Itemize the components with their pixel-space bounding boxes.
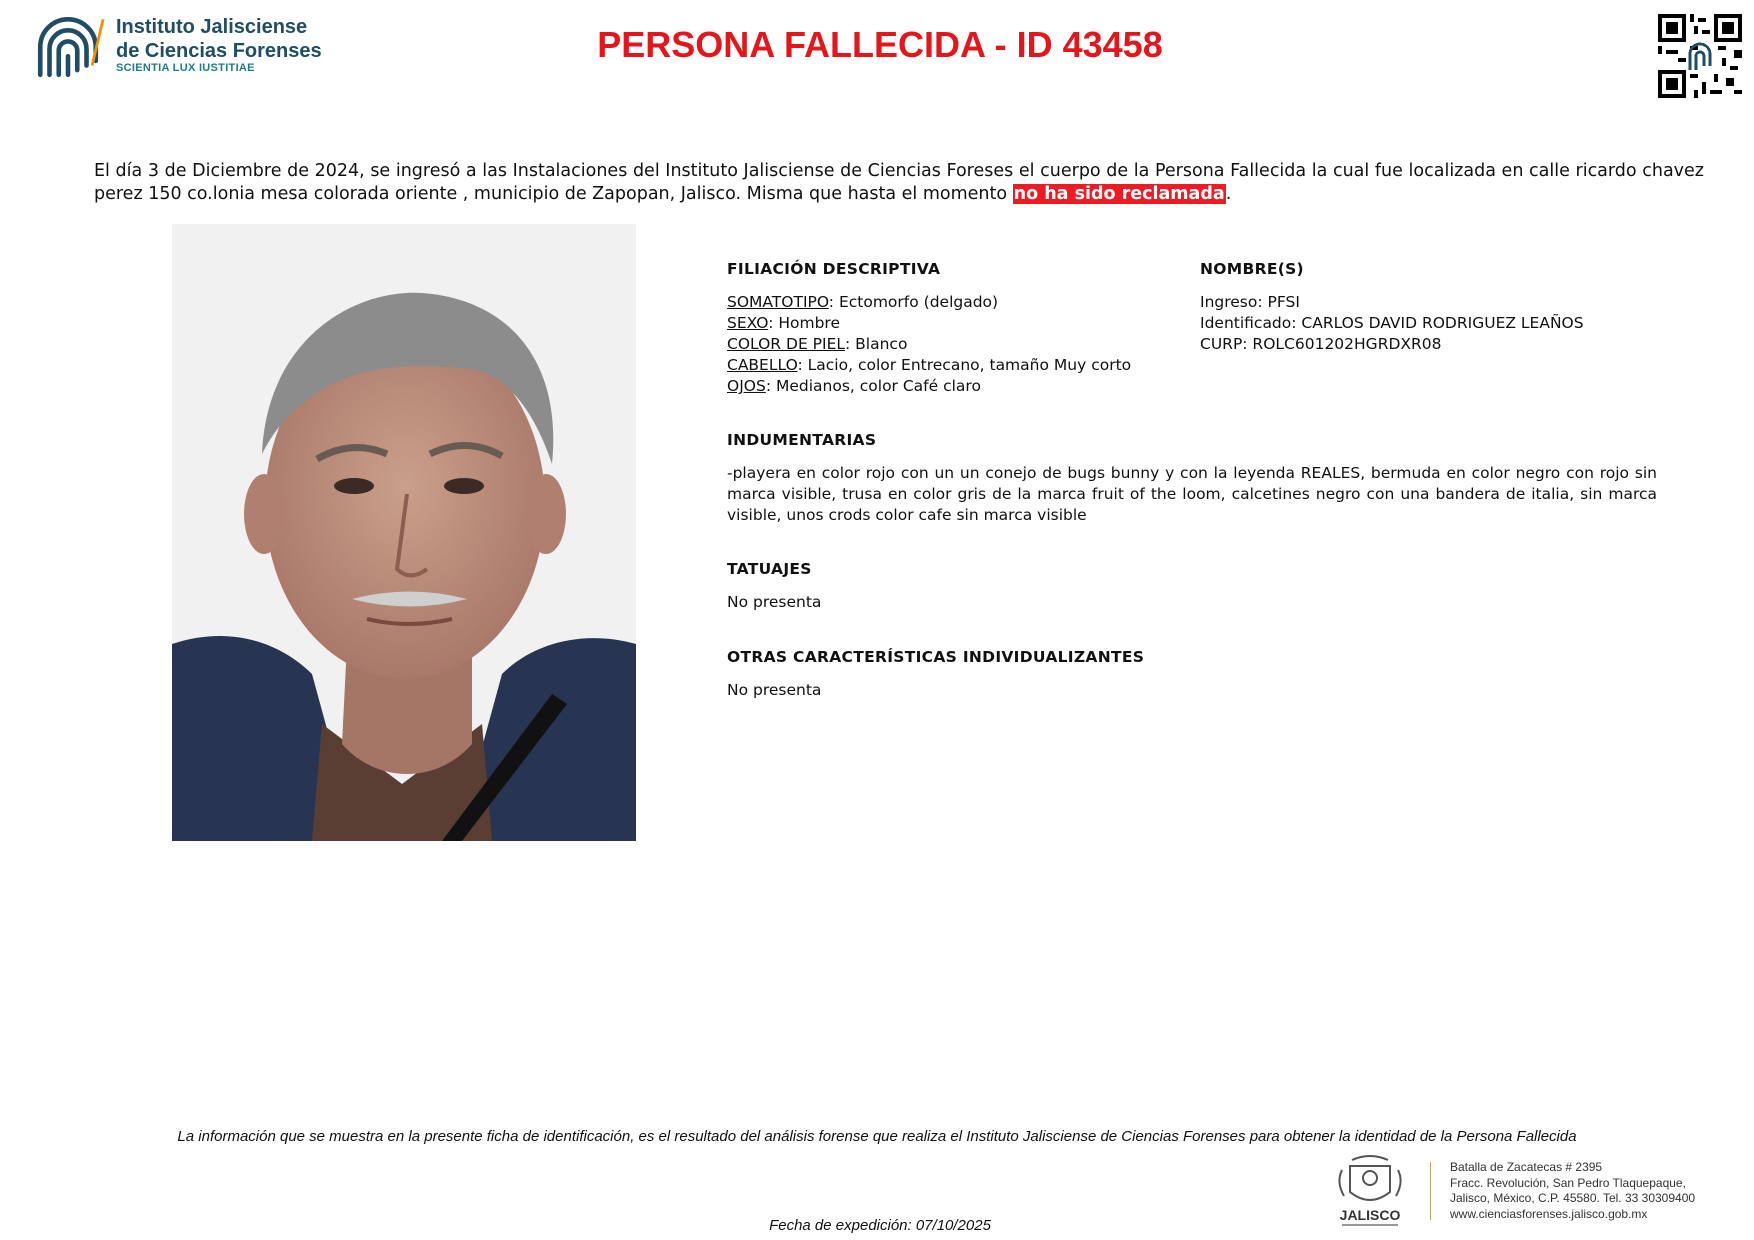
indumentarias-text: -playera en color rojo con un un conejo de bugs bunny y con la leyenda REALES, bermuda en color negro con rojo sin marca visible, trusa en color gris de la marca fruit of the loom, calcetines negro con una bandera de italia, sin marca visible, unos crods color cafe sin marca visible (727, 464, 1657, 524)
nombres-heading: NOMBRE(S) (1200, 260, 1304, 278)
nombres-list (1200, 292, 1700, 355)
nombres-curp: CURP: ROLC601202HGRDXR08 (1200, 335, 1442, 353)
otras-text: No presenta (727, 681, 822, 699)
address-line: Batalla de Zacatecas # 2395 (1450, 1160, 1603, 1174)
filiacion-label: CABELLO (727, 356, 798, 374)
issue-date: Fecha de expedición: 07/10/2025 (769, 1217, 991, 1234)
logo-title-line2: de Ciencias Forenses (116, 40, 322, 62)
filiacion-value: : Lacio, color Entrecano, tamaño Muy corto (797, 356, 1132, 374)
filiacion-value: : Blanco (845, 335, 908, 353)
filiacion-value: : Hombre (768, 314, 840, 332)
filiacion-label: SOMATOTIPO (727, 293, 829, 311)
footer-divider (1430, 1162, 1431, 1220)
footer-disclaimer: La información que se muestra en la presente ficha de identificación, es el resultado del análisis forense que realiza el Instituto Jalisciense de Ciencias Forenses para obtener la identidad de la Persona Fallecida (177, 1128, 1577, 1145)
filiacion-heading: FILIACIÓN DESCRIPTIVA (727, 260, 941, 278)
deceased-photo (172, 224, 636, 841)
unclaimed-highlight: no ha sido reclamada (1013, 184, 1225, 204)
address-line: Fracc. Revolución, San Pedro Tlaquepaque, (1450, 1175, 1686, 1190)
qr-code-icon (1658, 14, 1742, 98)
nombres-ingreso: Ingreso: PFSI (1200, 293, 1300, 311)
filiacion-label: SEXO (727, 314, 769, 332)
filiacion-label: OJOS (727, 377, 766, 395)
filiacion-row-cabello (727, 355, 1187, 376)
filiacion-row-sexo (727, 313, 1187, 334)
jalisco-coat-of-arms-icon (1322, 1152, 1418, 1230)
logo-motto: SCIENTIA LUX IUSTITIAE (116, 62, 255, 74)
filiacion-list (727, 292, 1187, 397)
otras-heading: OTRAS CARACTERÍSTICAS INDIVIDUALIZANTES (727, 648, 1145, 666)
institute-address (1450, 1160, 1740, 1222)
ijcf-logo-icon (30, 10, 106, 84)
page-title: PERSONA FALLECIDA - ID 43458 (597, 24, 1163, 65)
tatuajes-heading: TATUAJES (727, 560, 812, 578)
jalisco-label: JALISCO (1339, 1207, 1401, 1223)
filiacion-value: : Ectomorfo (delgado) (828, 293, 999, 311)
nombres-identificado: Identificado: CARLOS DAVID RODRIGUEZ LEAÑOS (1200, 314, 1584, 332)
website-link[interactable]: www.cienciasforenses.jalisco.gob.mx (1450, 1206, 1648, 1221)
filiacion-row-somatotipo (727, 292, 1187, 313)
filiacion-value: : Medianos, color Café claro (765, 377, 981, 395)
logo-title-line1: Instituto Jalisciense (116, 16, 308, 38)
address-line: Jalisco, México, C.P. 45580. Tel. 33 30309400 (1450, 1191, 1696, 1205)
tatuajes-text: No presenta (727, 593, 822, 611)
filiacion-row-piel (727, 334, 1187, 355)
indumentarias-heading: INDUMENTARIAS (727, 431, 877, 449)
intro-paragraph (94, 160, 1704, 206)
intro-text: El día 3 de Diciembre de 2024, se ingresó a las Instalaciones del Instituto Jalisciense de Ciencias Foreses el cuerpo de la Persona Fallecida la cual fue localizada en calle ricardo chavez perez 150 co.lonia mesa colorada oriente , municipio de Zapopan, Jalisco. Misma que hasta el momento (94, 161, 1704, 204)
filiacion-row-ojos (727, 376, 1187, 397)
intro-end: . (1225, 184, 1232, 204)
filiacion-label: COLOR DE PIEL (727, 335, 846, 353)
